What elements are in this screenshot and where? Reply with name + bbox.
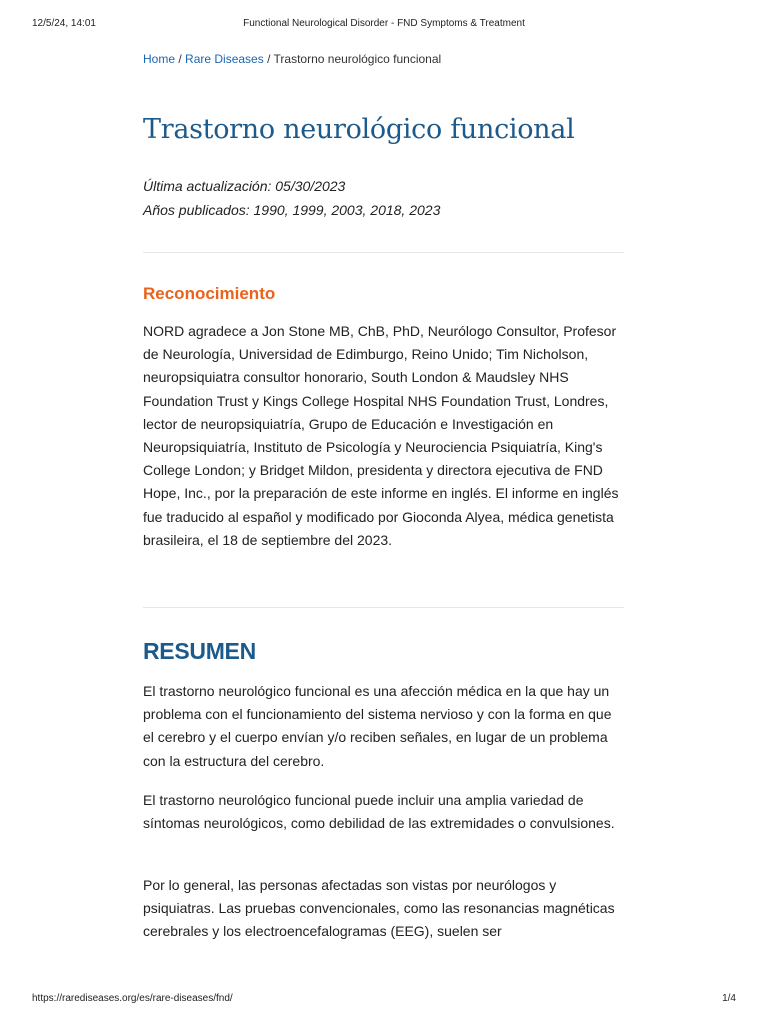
summary-heading: RESUMEN [143,638,256,664]
breadcrumb-separator: / [175,52,186,66]
breadcrumb-current: Trastorno neurológico funcional [273,52,442,66]
breadcrumb-rare-diseases-link[interactable]: Rare Diseases [185,52,264,66]
print-page-title: Functional Neurological Disorder - FND Symptoms & Treatment [243,18,525,29]
article-meta [143,174,624,222]
summary-paragraph: El trastorno neurológico funcional es una afección médica en la que hay un problema con el funcionamiento del sistema nervioso y con la forma en que el cerebro y el cuerpo envían y/o reciben señales, en lugar de un problema con la estructura del cerebro. [143,683,612,769]
print-header [0,0,768,40]
acknowledgment-text: NORD agradece a Jon Stone MB, ChB, PhD, Neurólogo Consultor, Profesor de Neurología, Universidad de Edimburgo, Reino Unido; Tim Nicholson, neuropsiquiatra consultor honorario, South London & Maudsley NHS Foundation Trust y Kings College Hospital NHS Foundation Trust, Londres, lector de neuropsiquiatría, Grupo de Educación e Investigación en Neuropsiquiatría, Instituto de Psicología y Neurociencia Psiquiatría, King's College London; y Bridget Mildon, presidenta y directora ejecutiva de FND Hope, Inc., por la preparación de este informe en inglés. El informe en inglés fue traducido al español y modificado por Gioconda Alyea, médica genetista brasileira, el 18 de septiembre del 2023. [143,323,619,548]
breadcrumb [143,52,643,66]
years-published: Años publicados: 1990, 1999, 2003, 2018, 2023 [143,202,441,218]
page-title: Trastorno neurológico funcional [143,114,575,145]
divider [143,607,624,608]
print-footer [0,993,768,1013]
summary-paragraph: Por lo general, las personas afectadas son vistas por neurólogos y psiquiatras. Las pruebas convencionales, como las resonancias magnéticas cerebrales y los electroencefalogramas (EEG), suelen ser [143,877,615,940]
breadcrumb-home-link[interactable]: Home [143,52,176,66]
breadcrumb-separator: / [263,52,274,66]
divider [143,252,624,253]
acknowledgment-heading: Reconocimiento [143,284,276,303]
last-updated: Última actualización: 05/30/2023 [143,178,346,194]
page-number: 1/4 [722,993,736,1004]
summary-paragraph: El trastorno neurológico funcional puede incluir una amplia variedad de síntomas neurológicos, como debilidad de las extremidades o convulsiones. [143,792,615,832]
print-date: 12/5/24, 14:01 [32,18,96,29]
print-url: https://rarediseases.org/es/rare-diseases/fnd/ [32,993,233,1004]
